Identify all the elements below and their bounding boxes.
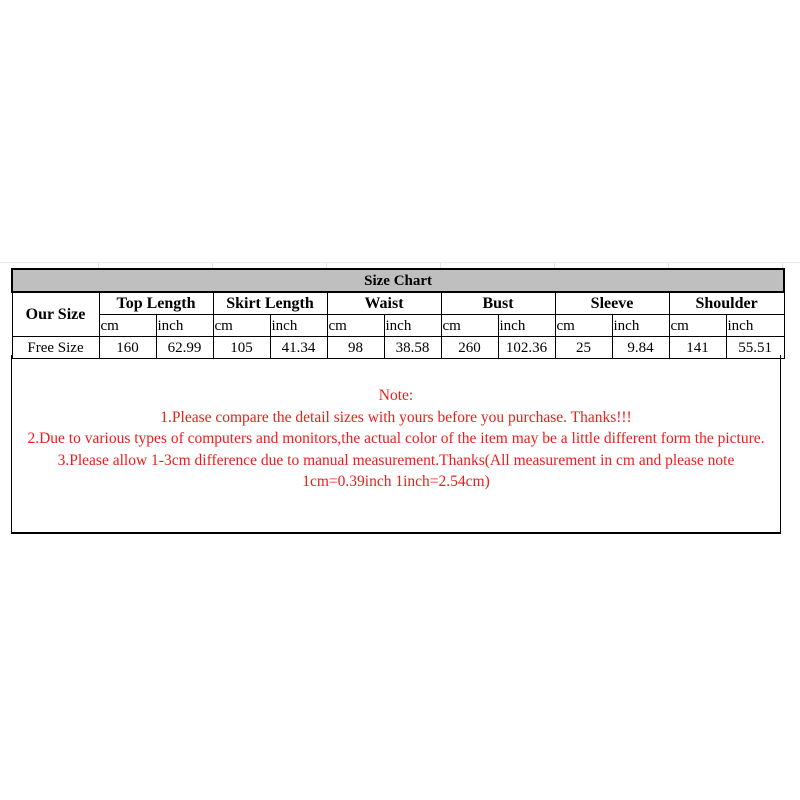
unit-cm: cm <box>99 315 156 337</box>
column-header-shoulder: Shoulder <box>669 292 784 315</box>
unit-inch: inch <box>156 315 213 337</box>
sleeve-inch-value: 9.84 <box>612 337 669 359</box>
shoulder-inch-value: 55.51 <box>726 337 784 359</box>
note-line-2: 2.Due to various types of computers and monitors,the actual color of the item may be a little different form the picture. <box>27 430 765 447</box>
our-size-header: Our Size <box>12 292 99 337</box>
unit-cm: cm <box>441 315 498 337</box>
bust-cm-value: 260 <box>441 337 498 359</box>
note-heading: Note: <box>378 387 414 404</box>
unit-inch: inch <box>498 315 555 337</box>
column-header-sleeve: Sleeve <box>555 292 669 315</box>
top-length-inch-value: 62.99 <box>156 337 213 359</box>
unit-cm: cm <box>327 315 384 337</box>
top-length-cm-value: 160 <box>99 337 156 359</box>
size-chart-table <box>11 268 785 359</box>
skirt-length-cm-value: 105 <box>213 337 270 359</box>
notes-box <box>11 355 781 534</box>
unit-inch: inch <box>612 315 669 337</box>
bust-inch-value: 102.36 <box>498 337 555 359</box>
waist-cm-value: 98 <box>327 337 384 359</box>
unit-cm: cm <box>669 315 726 337</box>
skirt-length-inch-value: 41.34 <box>270 337 327 359</box>
size-chart-sheet <box>11 268 783 536</box>
unit-cm: cm <box>213 315 270 337</box>
column-header-skirt-length: Skirt Length <box>213 292 327 315</box>
chart-title: Size Chart <box>12 269 784 292</box>
unit-inch: inch <box>726 315 784 337</box>
unit-inch: inch <box>270 315 327 337</box>
unit-inch: inch <box>384 315 441 337</box>
column-header-top-length: Top Length <box>99 292 213 315</box>
note-line-1: 1.Please compare the detail sizes with yours before you purchase. Thanks!!! <box>160 408 632 426</box>
sleeve-cm-value: 25 <box>555 337 612 359</box>
note-line-3: 3.Please allow 1-3cm difference due to manual measurement.Thanks(All measurement in cm and please note 1cm=0.39inch 1inch=2.54cm) <box>57 451 735 490</box>
shoulder-cm-value: 141 <box>669 337 726 359</box>
waist-inch-value: 38.58 <box>384 337 441 359</box>
column-header-bust: Bust <box>441 292 555 315</box>
unit-cm: cm <box>555 315 612 337</box>
column-header-waist: Waist <box>327 292 441 315</box>
size-label: Free Size <box>12 337 99 359</box>
